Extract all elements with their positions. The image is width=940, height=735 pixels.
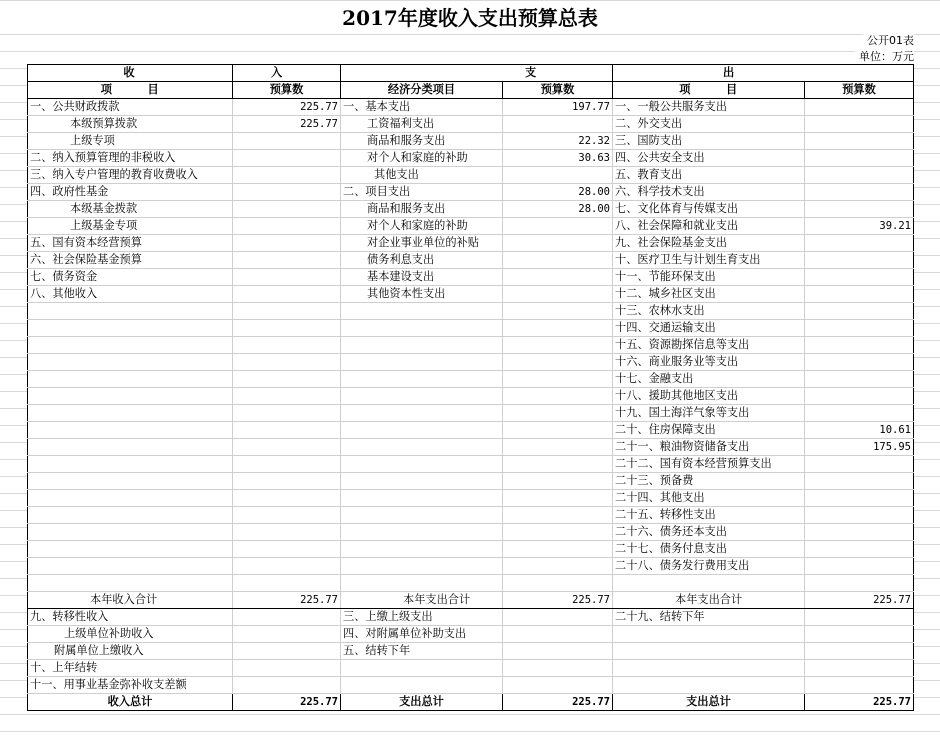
income-item-cell: 上级单位补助收入: [28, 626, 233, 643]
econ-item-cell: 商品和服务支出: [341, 133, 503, 150]
income-budget-cell: 225.77: [233, 116, 341, 133]
expense-budget-cell: [805, 609, 914, 626]
econ-item-cell: 四、对附属单位补助支出: [341, 626, 503, 643]
income-item-cell: 三、纳入专户管理的教育收费收入: [28, 167, 233, 184]
expense-total-label-2: 支出总计: [613, 694, 805, 711]
income-item-cell: 本级预算拨款: [28, 116, 233, 133]
table-row: [28, 541, 914, 558]
income-budget-cell: [233, 422, 341, 439]
income-budget-cell: [233, 626, 341, 643]
econ-item-cell: 其他支出: [341, 167, 503, 184]
income-budget-cell: [233, 524, 341, 541]
table-row: [28, 201, 914, 218]
income-item-cell: [28, 439, 233, 456]
expense-item-cell: [613, 626, 805, 643]
income-item-cell: [28, 507, 233, 524]
econ-budget-cell: [503, 439, 613, 456]
econ-item-cell: [341, 507, 503, 524]
table-row: [28, 660, 914, 677]
table-row: [28, 167, 914, 184]
expense-budget-cell: [805, 167, 914, 184]
income-item-cell: 四、政府性基金: [28, 184, 233, 201]
income-budget-cell: [233, 320, 341, 337]
econ-item-cell: 三、上缴上级支出: [341, 609, 503, 626]
income-item-cell: [28, 303, 233, 320]
table-row: [28, 269, 914, 286]
income-budget-cell: [233, 337, 341, 354]
col-item-header: 项 目: [28, 82, 233, 99]
income-budget-cell: [233, 184, 341, 201]
expense-item-cell: 二、外交支出: [613, 116, 805, 133]
income-item-cell: 上级基金专项: [28, 218, 233, 235]
econ-item-cell: 本年支出合计: [341, 592, 503, 609]
table-row: [28, 337, 914, 354]
econ-budget-cell: [503, 507, 613, 524]
table-row: [28, 286, 914, 303]
expense-total-label: 支出总计: [341, 694, 503, 711]
econ-budget-cell: [503, 218, 613, 235]
econ-budget-cell: [503, 677, 613, 694]
expense-item-cell: [613, 677, 805, 694]
econ-item-cell: 商品和服务支出: [341, 201, 503, 218]
econ-budget-cell: [503, 473, 613, 490]
expense-item-cell: 二十五、转移性支出: [613, 507, 805, 524]
expense-item-cell: 二十六、债务还本支出: [613, 524, 805, 541]
expense-item-cell: 三、国防支出: [613, 133, 805, 150]
income-item-cell: [28, 456, 233, 473]
col-budget3-header: 预算数: [805, 82, 914, 99]
econ-budget-cell: [503, 456, 613, 473]
income-budget-cell: [233, 677, 341, 694]
expense-budget-cell: [805, 371, 914, 388]
income-budget-cell: [233, 507, 341, 524]
table-row: [28, 609, 914, 626]
header-row-1: [28, 65, 914, 82]
income-item-cell: [28, 371, 233, 388]
expense-budget-cell: [805, 456, 914, 473]
income-item-cell: [28, 524, 233, 541]
income-budget-cell: [233, 558, 341, 575]
expense-item-cell: 十九、国土海洋气象等支出: [613, 405, 805, 422]
econ-budget-cell: [503, 575, 613, 592]
income-budget-cell: 225.77: [233, 592, 341, 609]
table-row: [28, 456, 914, 473]
expense-item-cell: 十七、金融支出: [613, 371, 805, 388]
econ-budget-cell: [503, 609, 613, 626]
econ-budget-cell: [503, 235, 613, 252]
page-title: 2017年度收入支出预算总表: [0, 4, 940, 32]
income-header-left: [28, 65, 233, 82]
expense-budget-cell: [805, 490, 914, 507]
expense-item-cell: 二十四、其他支出: [613, 490, 805, 507]
table-row: [28, 354, 914, 371]
expense-budget-cell: [805, 677, 914, 694]
income-item-cell: 二、纳入预算管理的非税收入: [28, 150, 233, 167]
income-budget-cell: [233, 167, 341, 184]
expense-item-cell: [613, 643, 805, 660]
econ-budget-cell: [503, 269, 613, 286]
econ-item-cell: [341, 473, 503, 490]
econ-budget-cell: 225.77: [503, 592, 613, 609]
table-row: [28, 626, 914, 643]
expense-budget-cell: [805, 507, 914, 524]
econ-budget-cell: [503, 320, 613, 337]
expense-item-cell: 十、医疗卫生与计划生育支出: [613, 252, 805, 269]
econ-budget-cell: [503, 490, 613, 507]
income-item-cell: [28, 405, 233, 422]
expense-budget-cell: [805, 150, 914, 167]
econ-item-cell: [341, 524, 503, 541]
expense-item-cell: 十五、资源勘探信息等支出: [613, 337, 805, 354]
table-row: [28, 558, 914, 575]
expense-item-cell: 二十七、债务付息支出: [613, 541, 805, 558]
budget-table: [27, 64, 914, 711]
expense-item-cell: 十四、交通运输支出: [613, 320, 805, 337]
income-budget-cell: [233, 609, 341, 626]
econ-item-cell: [341, 575, 503, 592]
income-item-cell: 九、转移性收入: [28, 609, 233, 626]
econ-budget-cell: [503, 405, 613, 422]
table-row: [28, 439, 914, 456]
income-item-cell: [28, 320, 233, 337]
econ-item-cell: [341, 490, 503, 507]
econ-budget-cell: [503, 660, 613, 677]
econ-budget-cell: 28.00: [503, 201, 613, 218]
expense-budget-cell: [805, 524, 914, 541]
income-item-cell: 一、公共财政拨款: [28, 99, 233, 116]
expense-item-cell: 二十、住房保障支出: [613, 422, 805, 439]
econ-budget-cell: [503, 541, 613, 558]
income-budget-cell: [233, 371, 341, 388]
grand-total-row: [28, 694, 914, 711]
income-header-text-2: 入: [271, 66, 283, 79]
table-row: [28, 507, 914, 524]
expense-budget-cell: [805, 575, 914, 592]
table-row: [28, 235, 914, 252]
econ-budget-cell: [503, 371, 613, 388]
expense-budget-cell: [805, 626, 914, 643]
expense-budget-cell: [805, 269, 914, 286]
econ-item-cell: [341, 337, 503, 354]
expense-header-text: 支: [525, 66, 537, 79]
econ-budget-cell: [503, 422, 613, 439]
expense-budget-cell: [805, 133, 914, 150]
expense-item-cell: 六、科学技术支出: [613, 184, 805, 201]
expense-budget-cell: [805, 337, 914, 354]
income-item-cell: [28, 541, 233, 558]
expense-budget-cell: [805, 235, 914, 252]
expense-budget-cell: 10.61: [805, 422, 914, 439]
income-budget-cell: [233, 660, 341, 677]
income-budget-cell: [233, 354, 341, 371]
table-row: [28, 643, 914, 660]
econ-budget-cell: [503, 167, 613, 184]
income-item-cell: [28, 473, 233, 490]
table-row: [28, 184, 914, 201]
expense-budget-cell: [805, 354, 914, 371]
expense-budget-cell: 39.21: [805, 218, 914, 235]
expense-budget-cell: [805, 473, 914, 490]
expense-header-right: [613, 65, 914, 82]
expense-item-cell: 二十一、粮油物资储备支出: [613, 439, 805, 456]
table-row: [28, 371, 914, 388]
expense-item-cell: 四、公共安全支出: [613, 150, 805, 167]
econ-budget-cell: [503, 524, 613, 541]
income-budget-cell: [233, 303, 341, 320]
econ-item-cell: 对个人和家庭的补助: [341, 218, 503, 235]
econ-budget-cell: 197.77: [503, 99, 613, 116]
income-item-cell: 本级基金拨款: [28, 201, 233, 218]
table-row: [28, 116, 914, 133]
econ-item-cell: [341, 354, 503, 371]
income-item-cell: [28, 575, 233, 592]
expense-budget-cell: [805, 303, 914, 320]
table-row: [28, 150, 914, 167]
income-item-cell: 十、上年结转: [28, 660, 233, 677]
econ-item-cell: 五、结转下年: [341, 643, 503, 660]
col-budget-header: 预算数: [233, 82, 341, 99]
expense-item-cell: 二十二、国有资本经营预算支出: [613, 456, 805, 473]
income-budget-cell: [233, 218, 341, 235]
expense-budget-cell: [805, 643, 914, 660]
income-header-text: 收: [123, 66, 135, 79]
econ-item-cell: [341, 677, 503, 694]
income-item-cell: 上级专项: [28, 133, 233, 150]
income-item-cell: [28, 490, 233, 507]
econ-budget-cell: [503, 286, 613, 303]
table-row: [28, 473, 914, 490]
econ-item-cell: 对企业事业单位的补贴: [341, 235, 503, 252]
expense-budget-cell: [805, 558, 914, 575]
expense-item-cell: 二十八、债务发行费用支出: [613, 558, 805, 575]
econ-item-cell: 二、项目支出: [341, 184, 503, 201]
econ-item-cell: 其他资本性支出: [341, 286, 503, 303]
col-econ-header: 经济分类项目: [341, 82, 503, 99]
expense-item-cell: 九、社会保险基金支出: [613, 235, 805, 252]
expense-item-cell: 十三、农林水支出: [613, 303, 805, 320]
income-item-cell: [28, 422, 233, 439]
expense-total-value: 225.77: [503, 694, 613, 711]
expense-budget-cell: [805, 116, 914, 133]
income-item-cell: 八、其他收入: [28, 286, 233, 303]
expense-budget-cell: 225.77: [805, 592, 914, 609]
econ-item-cell: [341, 558, 503, 575]
expense-item-cell: [613, 660, 805, 677]
expense-budget-cell: [805, 388, 914, 405]
income-budget-cell: [233, 286, 341, 303]
unit-label: 单位：万元: [855, 49, 914, 64]
income-budget-cell: [233, 405, 341, 422]
col-item2-header: 项 目: [613, 82, 805, 99]
econ-budget-cell: [503, 626, 613, 643]
income-budget-cell: [233, 201, 341, 218]
expense-item-cell: 十一、节能环保支出: [613, 269, 805, 286]
income-budget-cell: [233, 252, 341, 269]
econ-item-cell: 一、基本支出: [341, 99, 503, 116]
expense-header-text-2: 出: [723, 66, 735, 79]
expense-item-cell: 二十三、预备费: [613, 473, 805, 490]
income-item-cell: [28, 354, 233, 371]
table-row: [28, 320, 914, 337]
econ-item-cell: [341, 422, 503, 439]
income-item-cell: 十一、用事业基金弥补收支差额: [28, 677, 233, 694]
econ-budget-cell: 30.63: [503, 150, 613, 167]
expense-item-cell: 本年支出合计: [613, 592, 805, 609]
expense-budget-cell: [805, 541, 914, 558]
table-row: [28, 592, 914, 609]
income-item-cell: [28, 558, 233, 575]
expense-budget-cell: [805, 201, 914, 218]
expense-budget-cell: [805, 252, 914, 269]
table-row: [28, 252, 914, 269]
expense-item-cell: 二十九、结转下年: [613, 609, 805, 626]
income-item-cell: 本年收入合计: [28, 592, 233, 609]
econ-item-cell: 工资福利支出: [341, 116, 503, 133]
income-budget-cell: [233, 575, 341, 592]
table-row: [28, 303, 914, 320]
income-budget-cell: [233, 541, 341, 558]
income-total-label: 收入总计: [28, 694, 233, 711]
income-budget-cell: [233, 388, 341, 405]
expense-budget-cell: 175.95: [805, 439, 914, 456]
income-budget-cell: [233, 269, 341, 286]
income-header-right: [233, 65, 341, 82]
econ-budget-cell: [503, 354, 613, 371]
expense-budget-cell: [805, 320, 914, 337]
expense-item-cell: 十六、商业服务业等支出: [613, 354, 805, 371]
econ-item-cell: [341, 371, 503, 388]
expense-item-cell: 五、教育支出: [613, 167, 805, 184]
expense-item-cell: 十二、城乡社区支出: [613, 286, 805, 303]
income-budget-cell: [233, 235, 341, 252]
expense-budget-cell: [805, 660, 914, 677]
econ-item-cell: [341, 439, 503, 456]
econ-budget-cell: [503, 337, 613, 354]
income-budget-cell: [233, 133, 341, 150]
econ-item-cell: [341, 320, 503, 337]
expense-total-value-2: 225.77: [805, 694, 914, 711]
income-item-cell: 七、债务资金: [28, 269, 233, 286]
expense-item-cell: 八、社会保障和就业支出: [613, 218, 805, 235]
expense-item-cell: 一、一般公共服务支出: [613, 99, 805, 116]
income-budget-cell: [233, 490, 341, 507]
table-row: [28, 99, 914, 116]
econ-budget-cell: [503, 303, 613, 320]
income-budget-cell: [233, 473, 341, 490]
income-budget-cell: [233, 439, 341, 456]
econ-item-cell: 基本建设支出: [341, 269, 503, 286]
econ-item-cell: [341, 405, 503, 422]
econ-item-cell: [341, 456, 503, 473]
expense-header-left: [341, 65, 613, 82]
expense-budget-cell: [805, 99, 914, 116]
income-item-cell: [28, 388, 233, 405]
econ-budget-cell: 22.32: [503, 133, 613, 150]
table-row: [28, 388, 914, 405]
econ-item-cell: [341, 388, 503, 405]
table-row: [28, 422, 914, 439]
econ-budget-cell: 28.00: [503, 184, 613, 201]
econ-budget-cell: [503, 643, 613, 660]
table-row: [28, 524, 914, 541]
table-row: [28, 405, 914, 422]
expense-budget-cell: [805, 286, 914, 303]
income-budget-cell: 225.77: [233, 99, 341, 116]
table-row: [28, 575, 914, 592]
table-row: [28, 133, 914, 150]
expense-budget-cell: [805, 405, 914, 422]
col-budget2-header: 预算数: [503, 82, 613, 99]
income-item-cell: 附属单位上缴收入: [28, 643, 233, 660]
econ-budget-cell: [503, 116, 613, 133]
econ-item-cell: 对个人和家庭的补助: [341, 150, 503, 167]
table-row: [28, 490, 914, 507]
income-item-cell: 六、社会保险基金预算: [28, 252, 233, 269]
income-item-cell: [28, 337, 233, 354]
income-budget-cell: [233, 643, 341, 660]
income-item-cell: 五、国有资本经营预算: [28, 235, 233, 252]
income-total-value: 225.77: [233, 694, 341, 711]
econ-item-cell: 债务利息支出: [341, 252, 503, 269]
income-budget-cell: [233, 456, 341, 473]
expense-item-cell: [613, 575, 805, 592]
income-budget-cell: [233, 150, 341, 167]
table-row: [28, 677, 914, 694]
econ-item-cell: [341, 541, 503, 558]
header-row-2: [28, 82, 914, 99]
econ-budget-cell: [503, 558, 613, 575]
econ-budget-cell: [503, 388, 613, 405]
expense-budget-cell: [805, 184, 914, 201]
econ-item-cell: [341, 660, 503, 677]
table-row: [28, 218, 914, 235]
expense-item-cell: 七、文化体育与传媒支出: [613, 201, 805, 218]
form-number: 公开01表: [863, 33, 914, 48]
econ-budget-cell: [503, 252, 613, 269]
expense-item-cell: 十八、援助其他地区支出: [613, 388, 805, 405]
econ-item-cell: [341, 303, 503, 320]
